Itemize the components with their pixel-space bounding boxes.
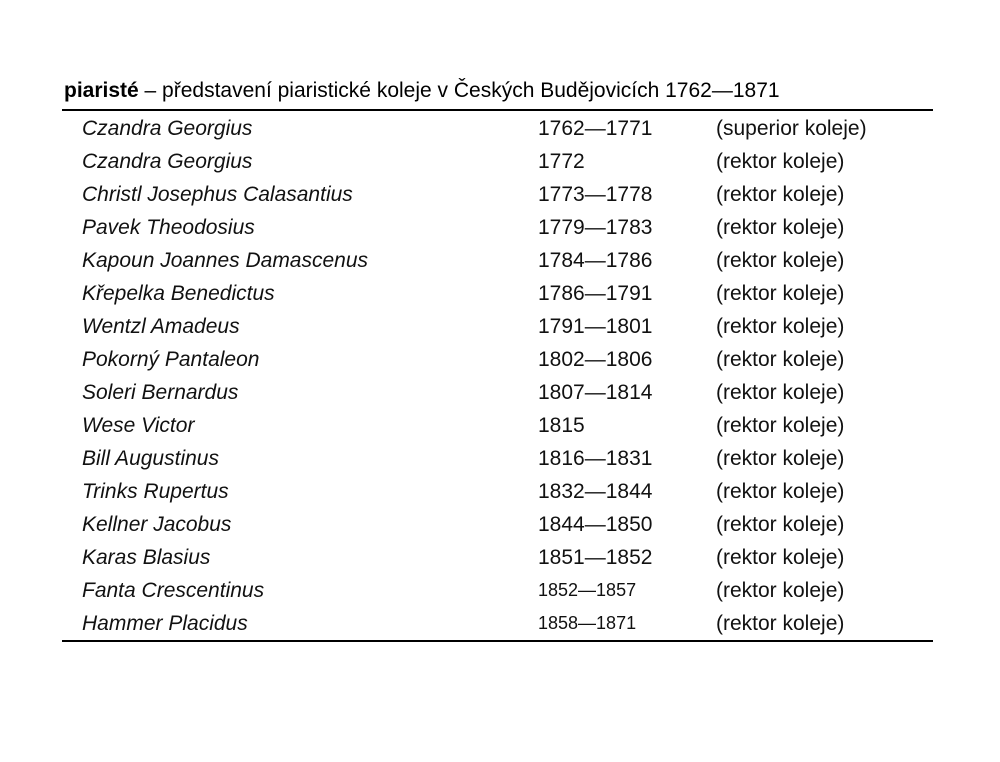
table-row (62, 508, 933, 541)
year-range: 1762—1771 (538, 117, 653, 140)
year-range: 1844—1850 (538, 513, 653, 536)
role-label: (rektor koleje) (716, 513, 845, 536)
person-name: Pavek Theodosius (82, 216, 255, 239)
person-name: Christl Josephus Calasantius (82, 183, 353, 206)
table-row (62, 376, 933, 409)
table-row (62, 541, 933, 574)
person-name: Wentzl Amadeus (82, 315, 240, 338)
role-label: (rektor koleje) (716, 381, 845, 404)
role-label: (rektor koleje) (716, 315, 845, 338)
person-name: Bill Augustinus (82, 447, 219, 470)
person-name: Pokorný Pantaleon (82, 348, 260, 371)
year-range: 1815 (538, 414, 585, 437)
year-range: 1772 (538, 150, 585, 173)
table-row (62, 145, 933, 178)
table-row (62, 574, 933, 607)
table-row (62, 409, 933, 442)
person-name: Czandra Georgius (82, 117, 253, 140)
role-label: (rektor koleje) (716, 579, 845, 602)
title-bold-term: piaristé (64, 79, 139, 102)
title-rest: – představení piaristické koleje v Českých Budějovicích 1762—1871 (138, 79, 780, 102)
role-label: (rektor koleje) (716, 447, 845, 470)
person-name: Soleri Bernardus (82, 381, 239, 404)
person-name: Trinks Rupertus (82, 480, 229, 503)
rectors-table (62, 111, 933, 640)
role-label: (rektor koleje) (716, 216, 845, 239)
table-row (62, 178, 933, 211)
year-range: 1791—1801 (538, 315, 653, 338)
role-label: (rektor koleje) (716, 480, 845, 503)
person-name: Karas Blasius (82, 546, 211, 569)
bottom-rule (62, 640, 933, 642)
year-range: 1851—1852 (538, 546, 653, 569)
document-title (62, 76, 933, 106)
role-label: (rektor koleje) (716, 183, 845, 206)
document (62, 76, 933, 642)
table-row (62, 244, 933, 277)
person-name: Czandra Georgius (82, 150, 253, 173)
person-name: Kellner Jacobus (82, 513, 232, 536)
person-name: Hammer Placidus (82, 612, 248, 635)
table-row (62, 442, 933, 475)
role-label: (rektor koleje) (716, 546, 845, 569)
role-label: (rektor koleje) (716, 282, 845, 305)
year-range: 1779—1783 (538, 216, 653, 239)
person-name: Fanta Crescentinus (82, 579, 265, 602)
table-row (62, 475, 933, 508)
table-row (62, 211, 933, 244)
role-label: (rektor koleje) (716, 612, 845, 635)
table-row (62, 277, 933, 310)
table-row (62, 607, 933, 640)
year-range: 1786—1791 (538, 282, 653, 305)
year-range: 1858—1871 (538, 613, 637, 633)
table-row (62, 112, 933, 145)
role-label: (rektor koleje) (716, 414, 845, 437)
year-range: 1852—1857 (538, 580, 637, 600)
year-range: 1802—1806 (538, 348, 653, 371)
year-range: 1784—1786 (538, 249, 653, 272)
role-label: (rektor koleje) (716, 348, 845, 371)
year-range: 1807—1814 (538, 381, 653, 404)
person-name: Kapoun Joannes Damascenus (82, 249, 369, 272)
person-name: Wese Victor (82, 414, 195, 437)
year-range: 1773—1778 (538, 183, 653, 206)
year-range: 1816—1831 (538, 447, 653, 470)
role-label: (superior koleje) (716, 117, 867, 140)
year-range: 1832—1844 (538, 480, 653, 503)
table-row (62, 310, 933, 343)
table-row (62, 343, 933, 376)
person-name: Křepelka Benedictus (82, 282, 275, 305)
role-label: (rektor koleje) (716, 150, 845, 173)
role-label: (rektor koleje) (716, 249, 845, 272)
